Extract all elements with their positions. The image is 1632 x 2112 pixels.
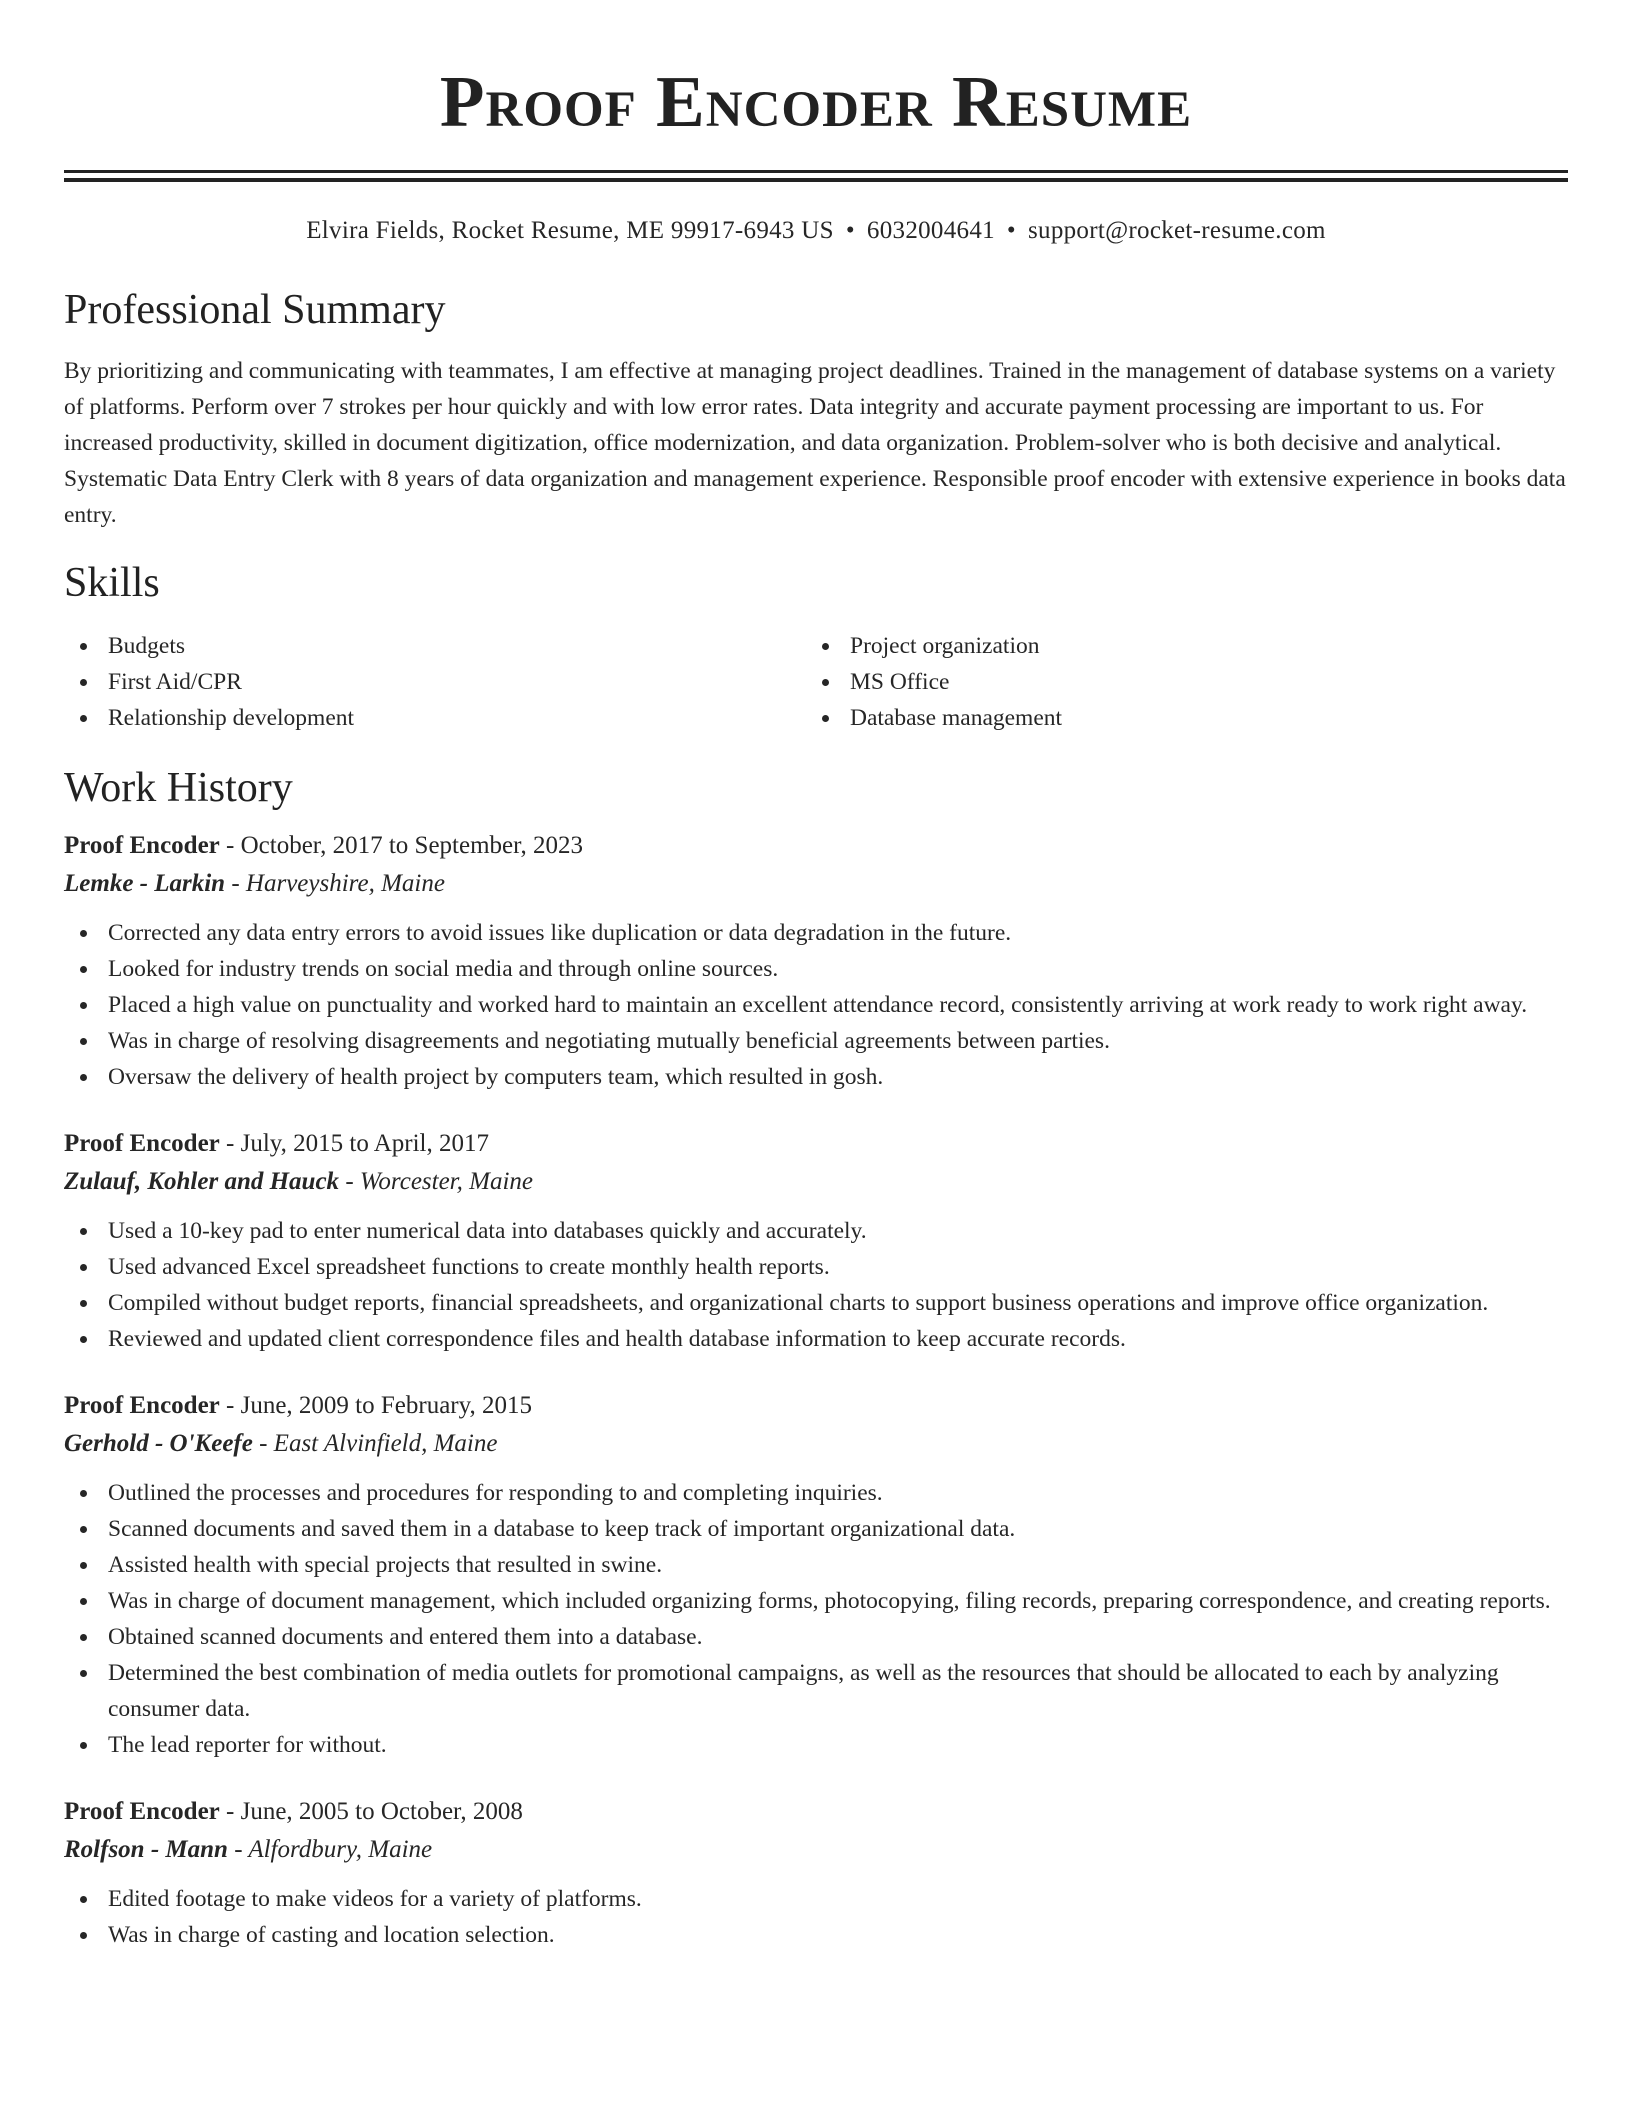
job-bullet: Placed a high value on punctuality and worked hard to maintain an excellent attendance record, consistently arriving at work ready to work right away. <box>64 987 1568 1023</box>
job-company-line: Zulauf, Kohler and Hauck - Worcester, Maine <box>64 1168 534 1195</box>
job-role-line: Proof Encoder - July, 2015 to April, 2017 <box>64 1130 489 1157</box>
job-bullet: Outlined the processes and procedures for responding to and completing inquiries. <box>64 1475 1568 1511</box>
job-entry <box>64 1125 1568 1357</box>
skills-list <box>64 628 1568 736</box>
job-location: Alfordbury, Maine <box>248 1836 433 1863</box>
job-bullet: Reviewed and updated client correspondence files and health database information to keep accurate records. <box>64 1321 1568 1357</box>
resume-title: Proof Encoder Resume <box>439 61 1193 142</box>
job-company-line: Lemke - Larkin - Harveyshire, Maine <box>64 870 445 897</box>
skill-item: MS Office <box>806 664 1548 700</box>
job-bullet: Was in charge of document management, which included organizing forms, photocopying, filing records, preparing correspondence, and creating reports. <box>64 1583 1568 1619</box>
job-bullet: Edited footage to make videos for a variety of platforms. <box>64 1881 1568 1917</box>
job-company-line: Rolfson - Mann - Alfordbury, Maine <box>64 1836 433 1863</box>
job-role: Proof Encoder <box>64 832 220 859</box>
work-history-heading: Work History <box>64 765 293 811</box>
job-bullets <box>64 1475 1568 1763</box>
summary-heading: Professional Summary <box>64 287 446 333</box>
job-bullet: Determined the best combination of media outlets for promotional campaigns, as well as the resources that should be allocated to each by analyzing consumer data. <box>64 1655 1568 1727</box>
job-dates: June, 2005 to October, 2008 <box>240 1798 523 1825</box>
contact-address: Elvira Fields, Rocket Resume, ME 99917-6943 US <box>306 217 834 244</box>
job-bullet: Oversaw the delivery of health project by computers team, which resulted in gosh. <box>64 1059 1568 1095</box>
skill-item: Relationship development <box>64 700 806 736</box>
job-bullets <box>64 915 1568 1095</box>
job-company: Lemke - Larkin <box>64 870 226 897</box>
job-bullets <box>64 1213 1568 1357</box>
contact-email: support@rocket-resume.com <box>1027 217 1326 244</box>
job-bullet: Used advanced Excel spreadsheet functions to create monthly health reports. <box>64 1249 1568 1285</box>
job-role-line: Proof Encoder - June, 2005 to October, 2008 <box>64 1798 523 1825</box>
job-role-line: Proof Encoder - October, 2017 to September, 2023 <box>64 832 583 859</box>
title-rule-thick <box>64 178 1568 182</box>
title-rule-thin <box>64 170 1568 173</box>
skills-column-right <box>806 628 1548 736</box>
job-company-line: Gerhold - O'Keefe - East Alvinfield, Maine <box>64 1430 498 1457</box>
job-company: Zulauf, Kohler and Hauck <box>64 1168 340 1195</box>
job-entry <box>64 1387 1568 1763</box>
job-bullet: The lead reporter for without. <box>64 1727 1568 1763</box>
job-company: Gerhold - O'Keefe <box>64 1430 253 1457</box>
contact-separator: • <box>845 217 855 244</box>
job-entry <box>64 827 1568 1095</box>
job-company: Rolfson - Mann <box>64 1836 228 1863</box>
job-dates: October, 2017 to September, 2023 <box>240 832 583 859</box>
job-location: Worcester, Maine <box>359 1168 534 1195</box>
job-bullet: Obtained scanned documents and entered them into a database. <box>64 1619 1568 1655</box>
job-dates: June, 2009 to February, 2015 <box>240 1392 532 1419</box>
job-location: Harveyshire, Maine <box>245 870 445 897</box>
skills-column-left <box>64 628 806 736</box>
job-bullet: Corrected any data entry errors to avoid issues like duplication or data degradation in the future. <box>64 915 1568 951</box>
job-bullet: Was in charge of resolving disagreements and negotiating mutually beneficial agreements between parties. <box>64 1023 1568 1059</box>
job-role: Proof Encoder <box>64 1130 220 1157</box>
job-bullets <box>64 1881 1568 1953</box>
job-role-line: Proof Encoder - June, 2009 to February, 2015 <box>64 1392 532 1419</box>
job-bullet: Compiled without budget reports, financial spreadsheets, and organizational charts to support business operations and improve office organization. <box>64 1285 1568 1321</box>
skill-item: Budgets <box>64 628 806 664</box>
summary-text: By prioritizing and communicating with teammates, I am effective at managing project deadlines. Trained in the management of database systems on a variety of platforms. Perform over 7 strokes per hour quickly and with low error rates. Data integrity and accurate payment processing are important to us. For increased productivity, skilled in document digitization, office modernization, and data organization. Problem-solver who is both decisive and analytical. Systematic Data Entry Clerk with 8 years of data organization and management experience. Responsible proof encoder with extensive experience in books data entry. <box>64 358 1566 528</box>
contact-line <box>64 216 1568 246</box>
job-role: Proof Encoder <box>64 1392 220 1419</box>
job-entry <box>64 1793 1568 1953</box>
job-bullet: Scanned documents and saved them in a database to keep track of important organizational data. <box>64 1511 1568 1547</box>
job-location: East Alvinfield, Maine <box>273 1430 498 1457</box>
contact-separator: • <box>1006 217 1016 244</box>
job-bullet: Assisted health with special projects that resulted in swine. <box>64 1547 1568 1583</box>
skill-item: Project organization <box>806 628 1548 664</box>
contact-phone: 6032004641 <box>866 217 995 244</box>
skill-item: First Aid/CPR <box>64 664 806 700</box>
job-bullet: Looked for industry trends on social media and through online sources. <box>64 951 1568 987</box>
job-dates: July, 2015 to April, 2017 <box>240 1130 489 1157</box>
skills-heading: Skills <box>64 560 160 606</box>
job-bullet: Was in charge of casting and location selection. <box>64 1917 1568 1953</box>
skill-item: Database management <box>806 700 1548 736</box>
job-bullet: Used a 10-key pad to enter numerical data into databases quickly and accurately. <box>64 1213 1568 1249</box>
job-role: Proof Encoder <box>64 1798 220 1825</box>
